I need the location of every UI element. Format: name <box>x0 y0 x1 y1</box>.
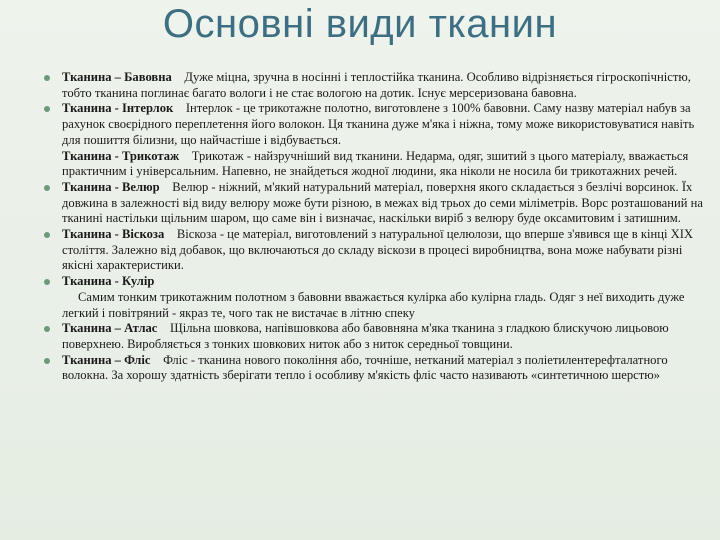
item-heading: Тканина - Віскоза <box>62 227 174 242</box>
bullet-icon <box>44 326 50 332</box>
item-heading: Тканина - Кулір <box>62 274 164 289</box>
list-item-viscose <box>44 227 704 274</box>
item-text: Щільна шовкова, напівшовкова або бавовняна м'яка тканина з гладкою блискучою лицьовою поверхнею. Виробляється з тонких шовкових ниток або з ниток середньої товщини. <box>62 321 669 351</box>
item-text: Велюр - ніжний, м'який натуральний матеріал, поверхня якого складається з безлічі ворсинок. Їх довжина в залежності від виду велюру може бути різною, в межах від трьох до семи міліметрів. Ворс розташований на тканині настільки щільним шаром, що саме він і визначає, наскільки виріб з велюру буде оксамитовим і затишним. <box>62 179 703 226</box>
bullet-icon <box>44 185 50 191</box>
item-heading: Тканина – Атлас <box>62 321 167 336</box>
list-item-cotton <box>44 70 704 101</box>
item-heading: Тканина – Фліс <box>62 352 160 367</box>
fabric-list <box>44 70 704 384</box>
slide-title: Основні види тканин <box>162 2 558 46</box>
item-text: Віскоза - це матеріал, виготовлений з натуральної целюлози, що вперше з'явився ще в кінці XIX століття. Залежно від добавок, що включаються до складу віскози в процесі виробництва, вона може набувати різні якісні характеристики. <box>62 227 693 273</box>
item-text: Самим тонким трикотажним полотном з бавовни вважається кулірка або кулірна гладь. Одяг з неї виходить дуже легкий і повітряний - якраз те, чого так не вистачає в літню спеку <box>62 289 685 320</box>
bullet-icon <box>44 75 50 81</box>
item-text: Трикотаж - найзручніший вид тканини. Недарма, одяг, зшитий з цього матеріалу, вважається практичним і універсальним. Напевно, не знайдеться жодної людини, яка ніколи не носила би трикотажних речей. <box>62 148 689 179</box>
list-item-kulir <box>44 274 704 321</box>
list-item-knitwear <box>44 149 704 180</box>
item-heading: Тканина - Інтерлок <box>62 101 183 116</box>
item-text: Інтерлок - це трикотажне полотно, виготовлене з 100% бавовни. Саму назву матеріал набув за рахунок своєрідного переплетення його волокон. Ця тканина дуже м'яка і ніжна, тому може використовуватися навіть для пошиття білизни, що найчастіше і відбувається. <box>62 101 695 147</box>
item-text: Фліс - тканина нового покоління або, точніше, нетканий матеріал з поліетилентерефталатного волокна. За хорошу здатність зберігати тепло і особливу м'якість фліс часто називають «синтетичною шерстю» <box>62 352 668 383</box>
bullet-icon <box>44 358 50 364</box>
bullet-icon <box>44 106 50 112</box>
list-item-satin <box>44 321 704 352</box>
bullet-icon <box>44 232 50 238</box>
list-item-velour <box>44 180 704 227</box>
item-heading: Тканина - Трикотаж <box>62 148 189 163</box>
list-item-fleece <box>44 353 704 384</box>
list-item-interlock <box>44 101 704 148</box>
item-text: Дуже міцна, зручна в носінні і теплостійка тканина. Особливо відрізняється гігроскопічністю, тобто тканина поглинає багато вологи і не стає вологою на дотик. Існує мерсеризована бавовна. <box>62 70 691 100</box>
bullet-icon <box>44 279 50 285</box>
item-heading: Тканина - Велюр <box>62 179 170 194</box>
item-heading: Тканина – Бавовна <box>62 70 182 84</box>
